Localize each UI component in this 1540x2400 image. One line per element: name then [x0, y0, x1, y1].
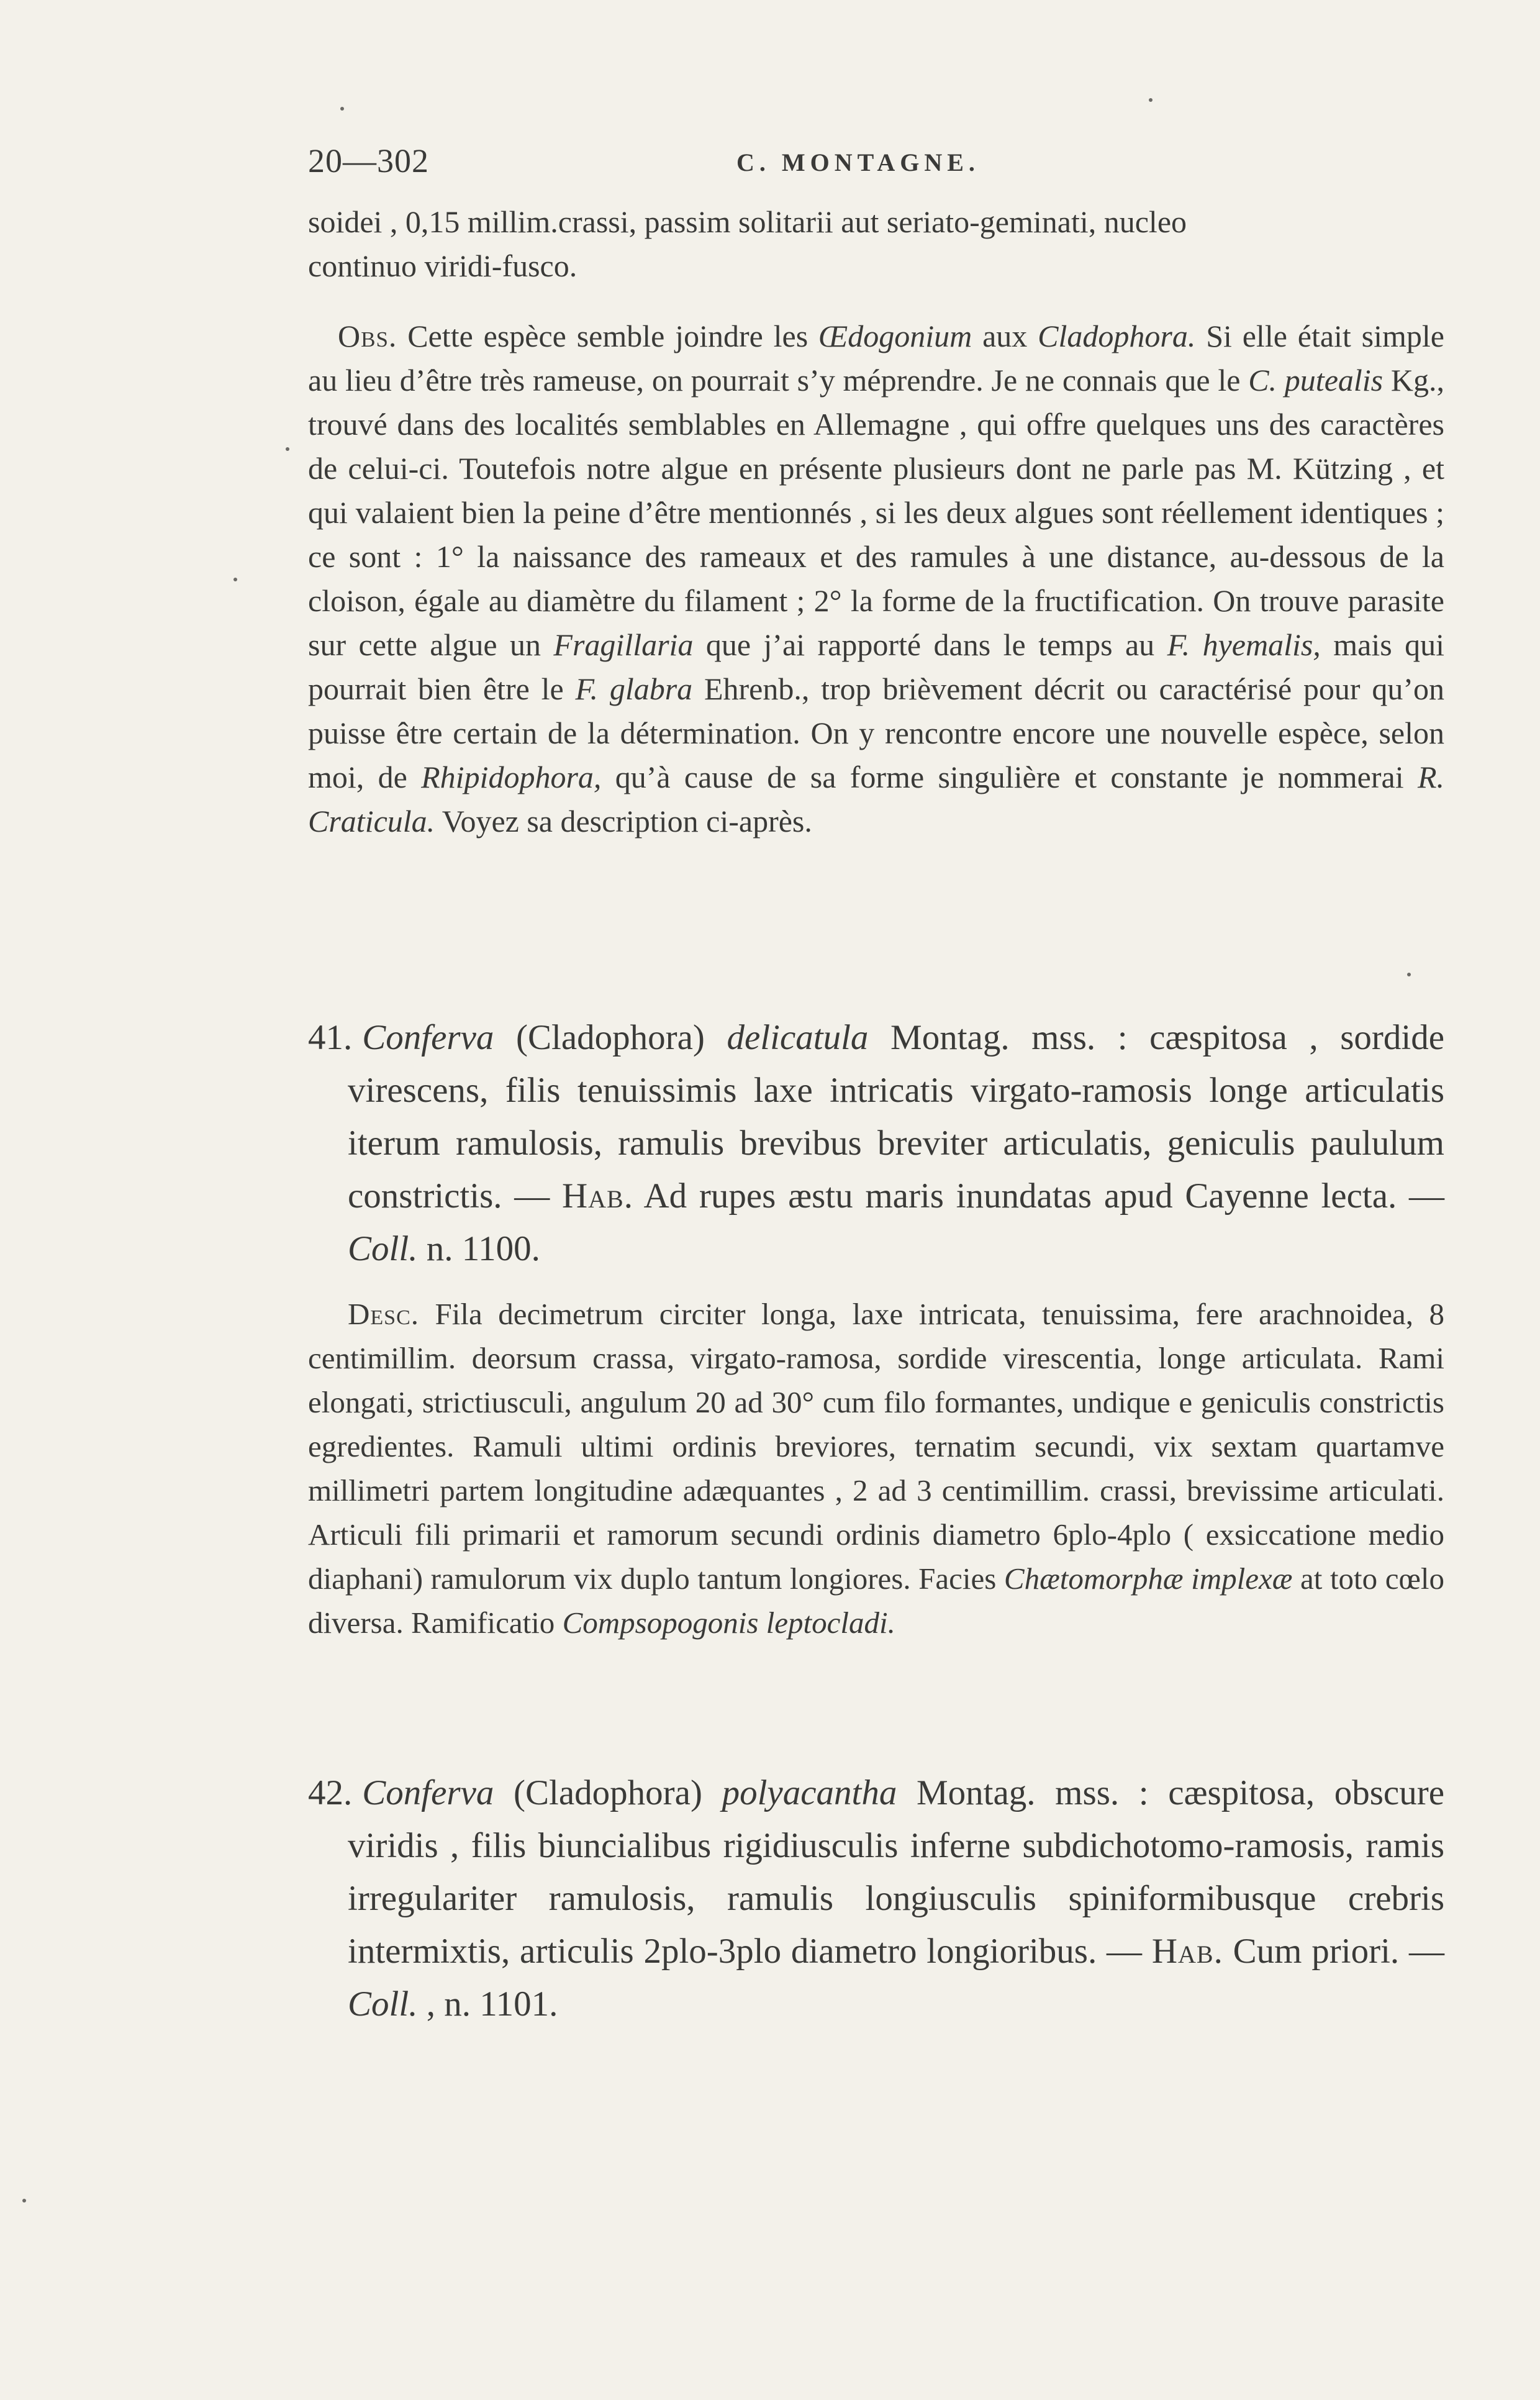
hab-label: Hab. — [1151, 1932, 1223, 1971]
running-head: C. MONTAGNE. — [736, 148, 980, 176]
taxon-name: Compsopogonis leptocladi. — [562, 1606, 895, 1640]
collection-number: , n. 1101. — [417, 1984, 558, 2024]
diagnosis-text: Montag. mss. : cæspitosa, obscure viridis , filis biuncialibus rigidiusculis inferne subdichotomo-ramosis, ramis irregulariter ramulosis, ramulis longiusculis spiniformibusque crebris intermixtis, articulis 2plo-3plo diametro longioribus. — — [348, 1773, 1445, 1971]
genus-name: Conferva — [362, 1773, 494, 1812]
entry-number: 42. — [308, 1773, 353, 1812]
habitat-text: Cum priori. — — [1223, 1932, 1444, 1971]
taxon-name: Fragillaria — [553, 627, 694, 662]
taxon-name: Œdogonium — [818, 319, 972, 353]
obs-label: Obs. — [338, 319, 397, 353]
intro-line-2: continuo viridi-fusco. — [308, 248, 578, 283]
coll-label: Coll. — [348, 1984, 418, 2024]
diagnosis-text: Montag. mss. : cæspitosa , sordide virescens, filis tenuissimis laxe intricatis virgato-ramosis longe articulatis iterum ramulosis, ramulis brevibus breviter articulatis, geniculis paululum constrictis. — — [348, 1018, 1445, 1216]
taxon-name: F. hyemalis, — [1167, 627, 1321, 662]
taxon-name: Rhipidophora, — [421, 760, 602, 794]
desc-text: Fila decimetrum circiter longa, laxe intricata, tenuissima, fere arachnoidea, 8 centimillim. deorsum crassa, virgato-ramosa, sordide virescentia, longe articulata. Rami elongati, strictiusculi, angulum 20 ad 30° cum filo formantes, undique e geniculis constrictis egredientes. Ramuli ultimi ordinis breviores, ternatim secundi, vix sextam quartamve millimetri partem longitudine adæquantes , 2 ad 3 centimillim. crassi, brevissime articulati. Articuli fili primarii et ramorum secundi ordinis diametro 6plo-4plo ( exsiccatione medio diaphani) ramulorum vix duplo tantum longiores. Facies — [308, 1297, 1444, 1596]
obs-text: Si elle était simple au lieu d’être très rameuse, on pourrait s’y méprendre. Je ne connais que le — [308, 319, 1444, 398]
taxon-name: R. Craticula. — [308, 760, 1444, 839]
coll-label: Coll. — [348, 1229, 418, 1268]
taxon-name: Chætomorphæ implexæ — [1003, 1561, 1293, 1596]
obs-text: qu’à cause de sa forme singulière et constante je nommerai — [601, 760, 1418, 794]
paper-speck — [1149, 98, 1153, 102]
obs-text: aux — [972, 319, 1038, 353]
description-paragraph — [308, 1292, 1444, 1645]
collection-number: n. 1100. — [417, 1229, 540, 1268]
observation-paragraph — [308, 314, 1444, 843]
hab-label: Hab. — [561, 1176, 633, 1216]
paper-speck — [233, 578, 237, 581]
paper-speck — [1407, 973, 1411, 976]
obs-text: mais qui pourrait bien être le — [308, 627, 1444, 706]
intro-line-1: soidei , 0,15 millim.crassi, passim solitarii aut seriato-geminati, nucleo — [308, 204, 1187, 239]
species-entry-41 — [308, 1011, 1444, 1275]
species-name: polyacantha — [722, 1773, 897, 1812]
desc-label: Desc. — [348, 1297, 419, 1331]
taxon-name: C. putealis — [1248, 363, 1384, 398]
page-number: 20—302 — [308, 142, 429, 180]
subgenus-name: (Cladophora) — [515, 1018, 705, 1057]
subgenus-name: (Cladophora) — [514, 1773, 702, 1812]
genus-name: Conferva — [362, 1018, 494, 1057]
paper-speck — [286, 447, 289, 451]
obs-text: que j’ai rapporté dans le temps au — [693, 627, 1167, 662]
obs-text: Voyez sa description ci-après. — [435, 804, 812, 839]
obs-text: Ehrenb., trop brièvement décrit ou caractérisé pour qu’on puisse être certain de la détermination. On y rencontre encore une nouvelle espèce, selon moi, de — [308, 671, 1444, 794]
obs-text: Kg., trouvé dans des localités semblables en Allemagne , qui offre quelques uns des caractères de celui-ci. Toutefois notre algue en présente plusieurs dont ne parle pas M. Kützing , et qui valaient bien la peine d’être mentionnés , si les deux algues sont réellement identiques ; ce sont : 1° la naissance des rameaux et des ramules à une distance, au-dessous de la cloison, égale au diamètre du filament ; 2° la forme de la fructification. On trouve parasite sur cette algue un — [308, 363, 1444, 662]
obs-text: Cette espèce semble joindre les — [397, 319, 819, 353]
page-header — [308, 142, 1444, 191]
paper-speck — [22, 2199, 26, 2202]
species-entry-42 — [308, 1766, 1444, 2030]
desc-text: at toto cœlo diversa. Ramificatio — [308, 1561, 1444, 1640]
species-name: delicatula — [727, 1018, 869, 1057]
entry-number: 41. — [308, 1018, 353, 1057]
paper-speck — [340, 107, 344, 111]
intro-paragraph — [308, 200, 1444, 288]
taxon-name: F. glabra — [575, 671, 693, 706]
taxon-name: Cladophora. — [1038, 319, 1196, 353]
habitat-text: Ad rupes æstu maris inundatas apud Cayenne lecta. — — [633, 1176, 1444, 1216]
